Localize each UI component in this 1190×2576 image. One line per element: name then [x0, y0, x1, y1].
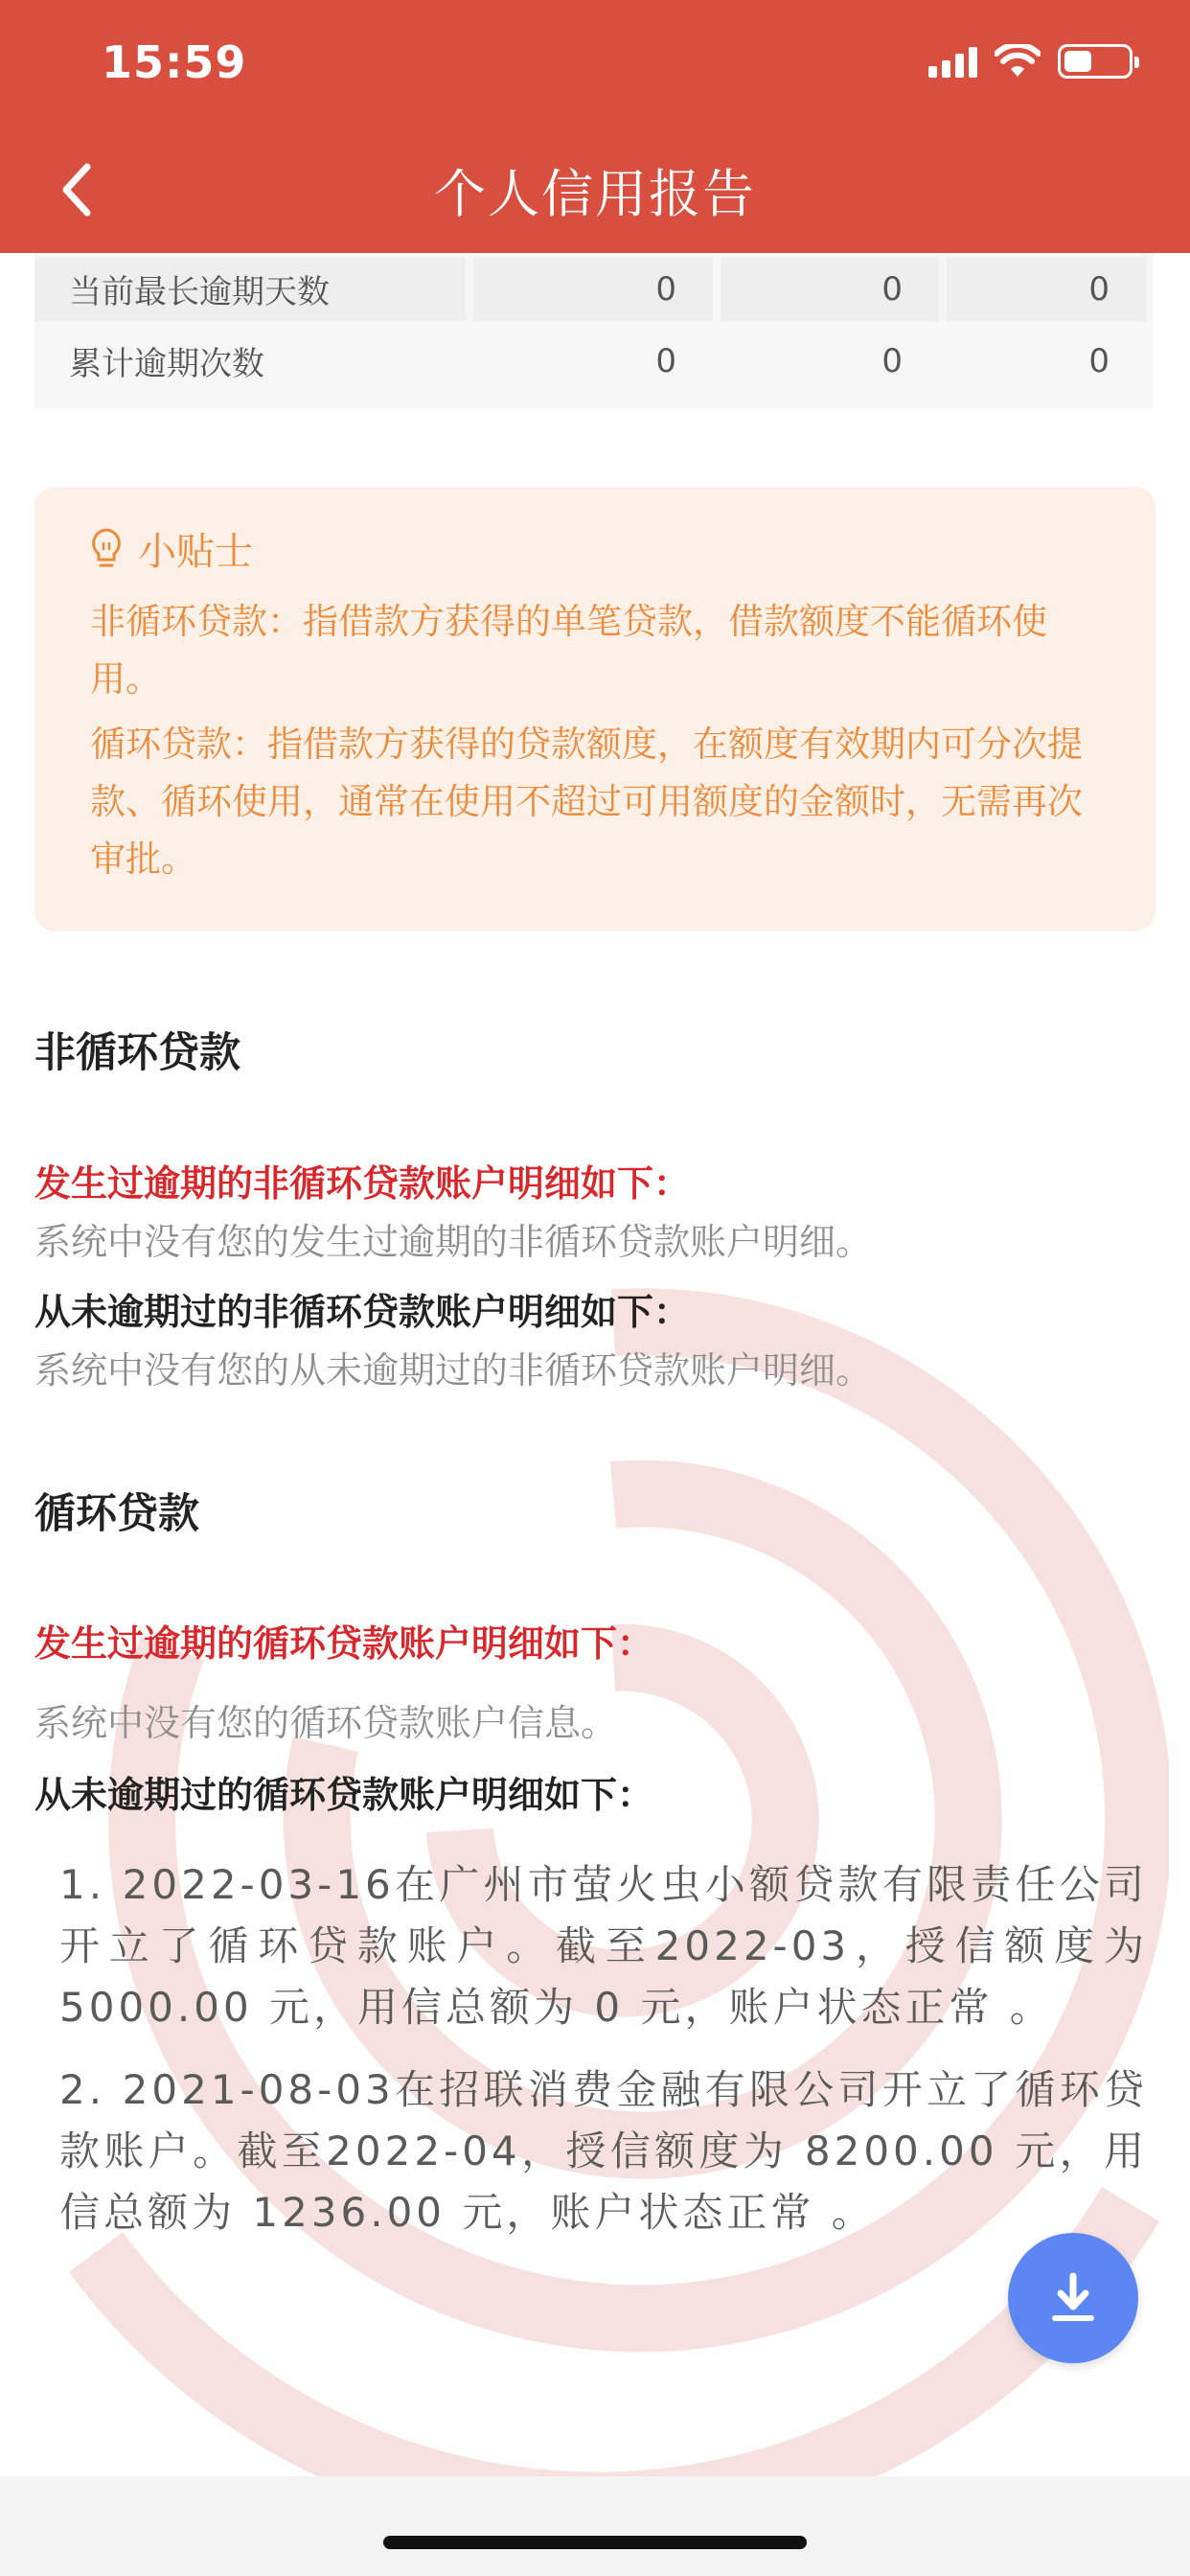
row-label: 当前最长逾期天数 [34, 258, 466, 321]
table-row [34, 325, 1154, 397]
tips-title: 小贴士 [138, 530, 253, 574]
overdue-empty-text: 系统中没有您的循环贷款账户信息。 [34, 1702, 618, 1744]
non-revolving-section [34, 1021, 1156, 1079]
status-icons [928, 44, 1133, 79]
never-overdue-empty-text: 系统中没有您的从未逾期过的非循环贷款账户明细。 [34, 1349, 873, 1392]
revolving-details [34, 1614, 1156, 2243]
row-label: 累计逾期次数 [69, 345, 264, 383]
lightbulb-icon [90, 527, 123, 571]
table-cell: 0 [721, 258, 939, 321]
non-revolving-details [34, 1154, 1156, 1393]
section-title: 循环贷款 [34, 1490, 199, 1538]
bottom-bar [0, 2476, 1190, 2576]
overdue-heading: 发生过逾期的非循环贷款账户明细如下： [34, 1162, 691, 1205]
table-cell: 0 [881, 341, 903, 380]
table-cell: 0 [655, 341, 676, 380]
wifi-icon [995, 44, 1041, 79]
tip-paragraph: 循环贷款：指借款方获得的贷款额度，在额度有效期内可分次提款、循环使用，通常在使用不超过可用额度的金额时，无需再次审批。 [90, 724, 1083, 880]
account-item: 2. 2021-08-03在招联消费金融有限公司开立了循环贷款账户。截至2022-04，授信额度为 8200.00 元，用信总额为 1236.00 元，账户状态正常 。 [59, 2066, 1148, 2236]
never-overdue-heading: 从未逾期过的循环贷款账户明细如下： [34, 1774, 654, 1816]
table-cell: 0 [473, 258, 713, 321]
home-indicator[interactable] [383, 2536, 807, 2549]
table-cell: 0 [1088, 341, 1110, 380]
overdue-empty-text: 系统中没有您的发生过逾期的非循环贷款账户明细。 [34, 1221, 873, 1263]
overdue-stats-table [34, 253, 1154, 408]
account-item: 1. 2022-03-16在广州市萤火虫小额贷款有限责任公司开立了循环贷款账户。截至2022-03，授信额度为 5000.00 元，用信总额为 0 元，账户状态正常 。 [59, 1861, 1148, 2031]
cellular-signal-icon [928, 45, 977, 78]
table-row [34, 253, 1154, 325]
tips-header [90, 521, 1100, 576]
table-cell: 0 [947, 258, 1146, 321]
tip-paragraph: 非循环贷款：指借款方获得的单笔贷款，借款额度不能循环使用。 [90, 601, 1047, 700]
section-title: 非循环贷款 [34, 1029, 240, 1077]
status-time: 15:59 [102, 36, 247, 88]
battery-icon [1058, 44, 1133, 79]
revolving-section [34, 1482, 1156, 1540]
never-overdue-heading: 从未逾期过的非循环贷款账户明细如下： [34, 1291, 691, 1333]
download-icon [1045, 2270, 1101, 2326]
app-header [0, 0, 1190, 253]
tips-box [34, 487, 1156, 932]
download-button[interactable] [1008, 2233, 1138, 2363]
page-title: 个人信用报告 [434, 164, 756, 224]
overdue-heading: 发生过逾期的循环贷款账户明细如下： [34, 1622, 654, 1665]
